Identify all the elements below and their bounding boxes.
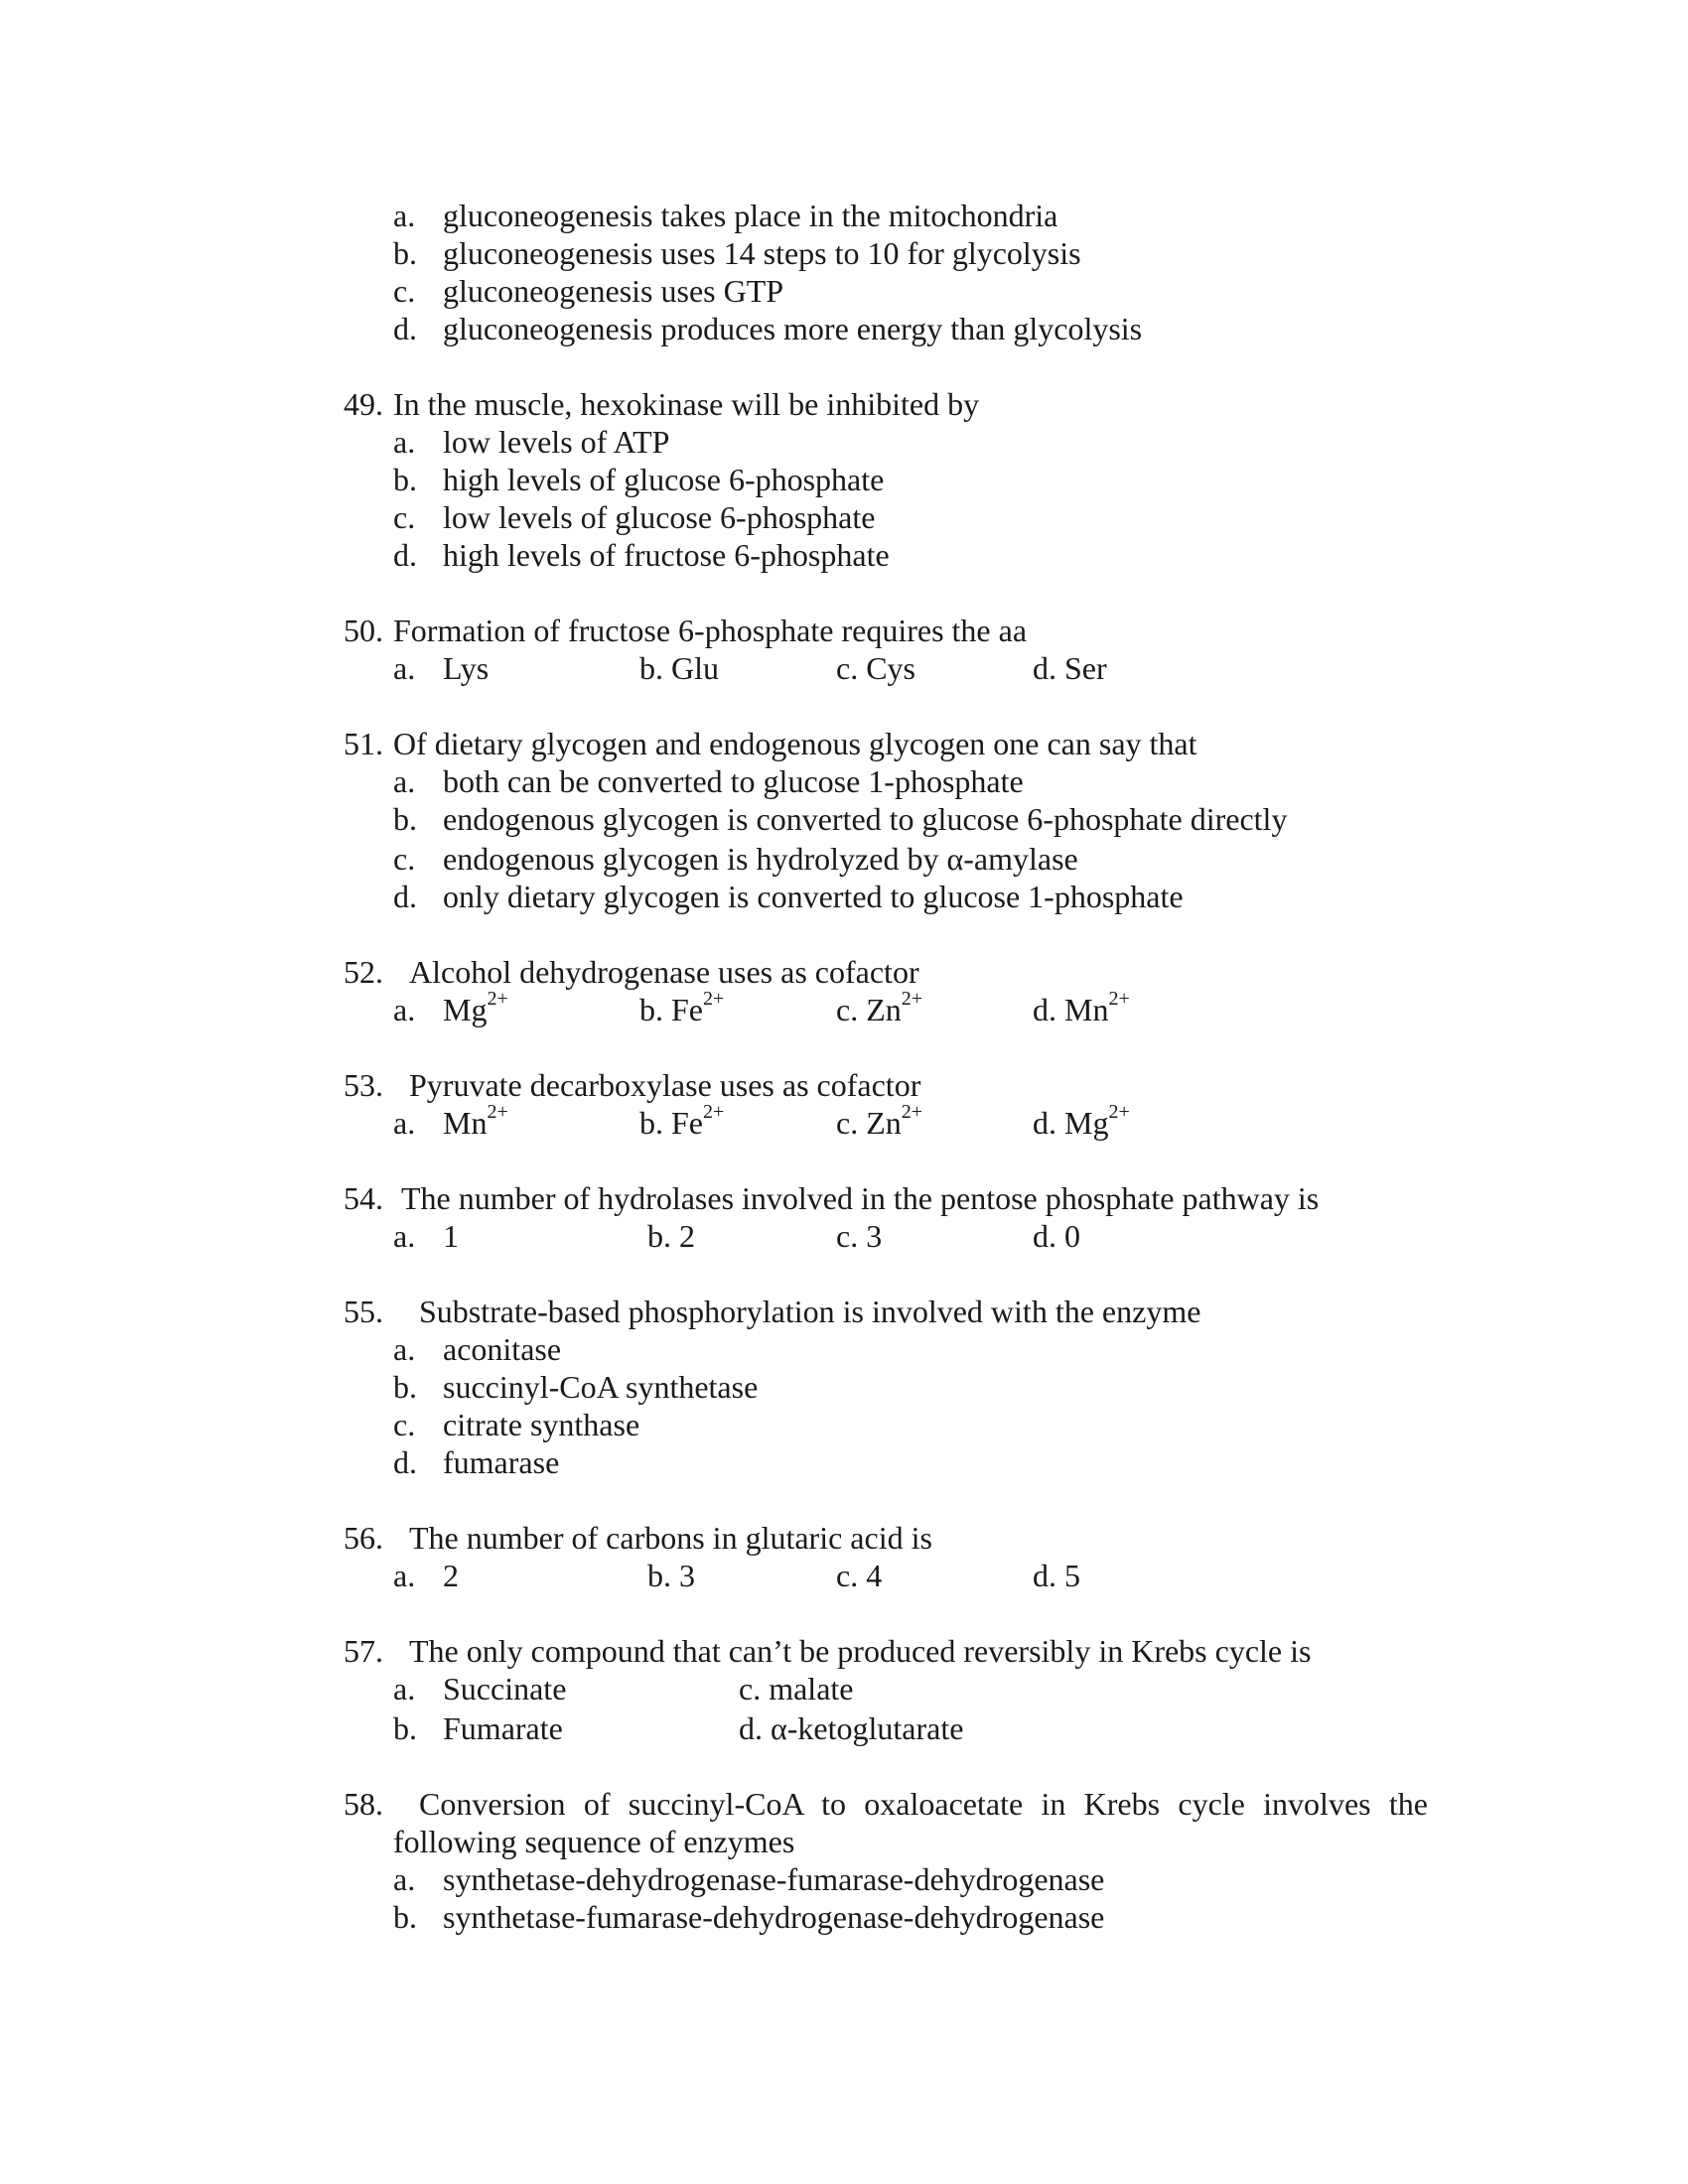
question-number: 55. [344,1294,383,1329]
option-text: synthetase-fumarase-dehydrogenase-dehydrogenase [443,1899,1105,1935]
option-letter: d. [393,311,417,346]
option-letter: a. [393,198,416,233]
option-text: high levels of fructose 6-phosphate [443,537,890,573]
option-letter: a. [393,424,416,460]
question-stem: Formation of fructose 6-phosphate requires the aa [393,613,1028,648]
question-stem: Substrate-based phosphorylation is involved with the enzyme [419,1294,1201,1329]
question-stem-continued: following sequence of enzymes [393,1824,795,1859]
option-c: c. Cys [836,650,915,686]
option-letter: b. [393,462,417,497]
option-a: Lys [443,650,490,686]
option-b: b. 2 [647,1218,695,1254]
option-d: d. $Mg^{2+}$ [1033,1101,1130,1141]
question-stem: Pyruvate decarboxylase uses as cofactor [409,1067,921,1103]
option-letter: c. [393,273,416,309]
option-letter: c. [393,1407,416,1442]
charge-superscript: 2+ [1108,1101,1130,1124]
question-stem: The only compound that can’t be produced reversibly in Krebs cycle is [409,1633,1312,1669]
option-c: c. malate [739,1671,854,1706]
option-letter: c. [393,841,416,877]
option-c: c. $Zn^{2+}$ [836,1101,923,1141]
option-letter: a. [393,650,416,686]
question-number: 56. [344,1520,383,1556]
option-letter: a. [393,1671,416,1706]
option-text: aconitase [443,1331,562,1367]
option-a: $Mn^{2+}$ [443,1101,508,1141]
option-letter: b. [393,1710,417,1746]
charge-superscript: 2+ [487,988,508,1011]
question-stem: The number of carbons in glutaric acid is [409,1520,932,1556]
option-letter: b. [393,235,417,271]
option-letter: a. [393,1861,416,1897]
option-letter: a. [393,1218,416,1254]
option-letter: c. [393,499,416,535]
option-b: b. $Fe^{2+}$ [639,1101,725,1141]
question-number: 50. [344,613,383,648]
question-number: 54. [344,1180,383,1216]
option-d: d. Ser [1033,650,1107,686]
question-stem: In the muscle, hexokinase will be inhibited by [393,386,980,422]
option-b: b. $Fe^{2+}$ [639,988,725,1027]
option-letter: b. [393,801,417,837]
question-stem: Conversion of succinyl-CoA to oxaloacetate in Krebs cycle involves the [419,1786,1428,1822]
option-text: high levels of glucose 6-phosphate [443,462,885,497]
question-stem: The number of hydrolases involved in the pentose phosphate pathway is [401,1180,1320,1216]
question-number: 49. [344,386,383,422]
charge-superscript: 2+ [901,988,923,1011]
option-letter: a. [393,992,416,1027]
question-number: 58. [344,1786,383,1822]
option-a: $Mg^{2+}$ [443,988,508,1027]
charge-superscript: 2+ [1108,988,1130,1011]
option-d: d. 5 [1033,1558,1080,1593]
option-d: d. 0 [1033,1218,1080,1254]
charge-superscript: 2+ [703,988,725,1011]
option-a: 2 [443,1558,459,1593]
option-letter: a. [393,1331,416,1367]
option-a: 1 [443,1218,459,1254]
option-text: succinyl-CoA synthetase [443,1369,759,1405]
option-text: low levels of ATP [443,424,670,460]
option-text: endogenous glycogen is hydrolyzed by α-amylase [443,841,1078,877]
option-d: d. $Mn^{2+}$ [1033,988,1130,1027]
option-letter: d. [393,1444,417,1480]
option-text: gluconeogenesis takes place in the mitochondria [443,198,1058,233]
option-letter: b. [393,1899,417,1935]
option-letter: a. [393,1105,416,1141]
option-text: both can be converted to glucose 1-phosphate [443,763,1024,799]
question-number: 57. [344,1633,383,1669]
question-number: 51. [344,726,383,761]
option-letter: a. [393,1558,416,1593]
option-text: endogenous glycogen is converted to glucose 6-phosphate directly [443,801,1288,837]
charge-superscript: 2+ [487,1101,508,1124]
option-c: c. 3 [836,1218,883,1254]
option-c: c. $Zn^{2+}$ [836,988,923,1027]
option-a: Succinate [443,1671,567,1706]
option-text: gluconeogenesis uses GTP [443,273,784,309]
option-letter: a. [393,763,416,799]
option-letter: b. [393,1369,417,1405]
option-text: gluconeogenesis produces more energy than glycolysis [443,311,1143,346]
option-text: gluconeogenesis uses 14 steps to 10 for glycolysis [443,235,1081,271]
option-text: low levels of glucose 6-phosphate [443,499,876,535]
option-text: fumarase [443,1444,560,1480]
question-number: 52. [344,954,383,990]
option-c: c. 4 [836,1558,883,1593]
option-b: b. Glu [639,650,719,686]
option-b: Fumarate [443,1710,563,1746]
charge-superscript: 2+ [901,1101,923,1124]
charge-superscript: 2+ [703,1101,725,1124]
option-text: synthetase-dehydrogenase-fumarase-dehydrogenase [443,1861,1105,1897]
option-text: citrate synthase [443,1407,640,1442]
option-b: b. 3 [647,1558,695,1593]
option-letter: d. [393,879,417,914]
question-stem: Of dietary glycogen and endogenous glycogen one can say that [393,726,1197,761]
option-letter: d. [393,537,417,573]
option-d: d. α-ketoglutarate [739,1710,964,1746]
question-stem: Alcohol dehydrogenase uses as cofactor [409,954,919,990]
option-text: only dietary glycogen is converted to glucose 1-phosphate [443,879,1184,914]
question-number: 53. [344,1067,383,1103]
